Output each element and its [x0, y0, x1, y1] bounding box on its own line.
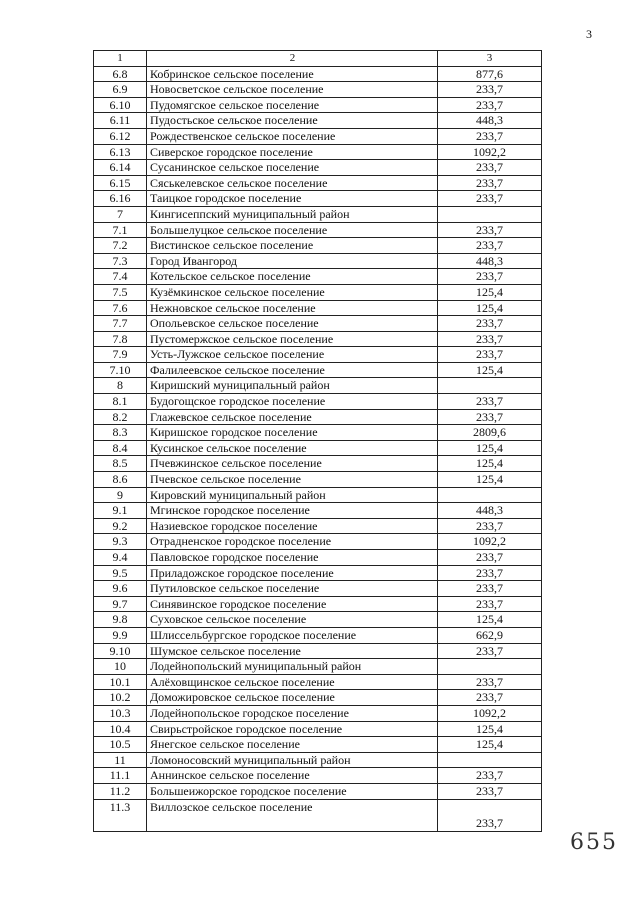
page-number: 3 — [586, 27, 592, 41]
row-value: 233,7 — [438, 331, 542, 347]
table-row — [94, 783, 542, 799]
row-value — [438, 206, 542, 222]
row-value: 1092,2 — [438, 144, 542, 160]
row-number: 8 — [94, 378, 147, 394]
row-value: 1092,2 — [438, 534, 542, 550]
row-value: 233,7 — [438, 238, 542, 254]
table-row — [94, 518, 542, 534]
table-row — [94, 82, 542, 98]
table-row — [94, 97, 542, 113]
row-name: Виллозское сельское поселение — [147, 799, 438, 831]
row-name: Киришское городское поселение — [147, 425, 438, 441]
row-value: 125,4 — [438, 721, 542, 737]
row-value: 233,7 — [438, 175, 542, 191]
table-row — [94, 643, 542, 659]
table-row — [94, 238, 542, 254]
row-number: 9.2 — [94, 518, 147, 534]
row-number: 11.2 — [94, 783, 147, 799]
row-value: 448,3 — [438, 113, 542, 129]
row-number: 7.3 — [94, 253, 147, 269]
table-row — [94, 565, 542, 581]
row-value: 233,7 — [438, 97, 542, 113]
row-name: Лодейнопольский муниципальный район — [147, 659, 438, 675]
row-name: Пустомержское сельское поселение — [147, 331, 438, 347]
row-name: Алёховщинское сельское поселение — [147, 674, 438, 690]
row-number: 9.5 — [94, 565, 147, 581]
row-name: Большелуцкое сельское поселение — [147, 222, 438, 238]
table-row — [94, 425, 542, 441]
table-row — [94, 128, 542, 144]
row-name: Кировский муниципальный район — [147, 487, 438, 503]
row-name: Пчевское сельское поселение — [147, 472, 438, 488]
row-number: 8.4 — [94, 440, 147, 456]
row-number: 10.3 — [94, 705, 147, 721]
row-name: Сяськелевское сельское поселение — [147, 175, 438, 191]
row-value — [438, 659, 542, 675]
row-number: 10.1 — [94, 674, 147, 690]
table-row — [94, 674, 542, 690]
table-row — [94, 66, 542, 82]
row-name: Новосветское сельское поселение — [147, 82, 438, 98]
table-row — [94, 737, 542, 753]
row-name: Доможировское сельское поселение — [147, 690, 438, 706]
row-name: Кобринское сельское поселение — [147, 66, 438, 82]
row-name: Кузёмкинское сельское поселение — [147, 284, 438, 300]
row-number: 8.2 — [94, 409, 147, 425]
row-number: 10.5 — [94, 737, 147, 753]
row-value: 125,4 — [438, 362, 542, 378]
row-number: 11.3 — [94, 799, 147, 831]
table-row — [94, 768, 542, 784]
row-name: Город Ивангород — [147, 253, 438, 269]
table-row — [94, 596, 542, 612]
row-name: Рождественское сельское поселение — [147, 128, 438, 144]
table-row — [94, 362, 542, 378]
row-name: Нежновское сельское поселение — [147, 300, 438, 316]
table-row — [94, 487, 542, 503]
table-row — [94, 378, 542, 394]
table-row — [94, 799, 542, 831]
row-value: 125,4 — [438, 300, 542, 316]
row-value: 233,7 — [438, 82, 542, 98]
row-name: Глажевское сельское поселение — [147, 409, 438, 425]
row-value: 125,4 — [438, 472, 542, 488]
row-name: Сиверское городское поселение — [147, 144, 438, 160]
row-number: 9.1 — [94, 503, 147, 519]
row-number: 9.6 — [94, 581, 147, 597]
row-number: 9.8 — [94, 612, 147, 628]
row-name: Приладожское городское поселение — [147, 565, 438, 581]
table-row — [94, 300, 542, 316]
row-name: Кусинское сельское поселение — [147, 440, 438, 456]
row-name: Сусанинское сельское поселение — [147, 160, 438, 176]
row-number: 6.8 — [94, 66, 147, 82]
row-number: 11.1 — [94, 768, 147, 784]
row-value: 448,3 — [438, 503, 542, 519]
table-header-row — [94, 51, 542, 67]
row-number: 6.9 — [94, 82, 147, 98]
row-number: 7.2 — [94, 238, 147, 254]
row-value: 125,4 — [438, 737, 542, 753]
row-number: 10.4 — [94, 721, 147, 737]
table-row — [94, 503, 542, 519]
row-name: Шумское сельское поселение — [147, 643, 438, 659]
row-value: 233,7 — [438, 347, 542, 363]
row-number: 6.15 — [94, 175, 147, 191]
header-col-2: 2 — [147, 51, 438, 67]
row-value: 233,7 — [438, 783, 542, 799]
row-number: 6.12 — [94, 128, 147, 144]
row-number: 7.4 — [94, 269, 147, 285]
table-row — [94, 347, 542, 363]
row-number: 6.16 — [94, 191, 147, 207]
row-number: 9.9 — [94, 627, 147, 643]
row-value: 233,7 — [438, 160, 542, 176]
table-row — [94, 690, 542, 706]
row-value: 233,7 — [438, 596, 542, 612]
row-name: Шлиссельбургское городское поселение — [147, 627, 438, 643]
row-value: 125,4 — [438, 612, 542, 628]
table-row — [94, 721, 542, 737]
row-name: Пудостьское сельское поселение — [147, 113, 438, 129]
row-name: Синявинское городское поселение — [147, 596, 438, 612]
row-number: 9.3 — [94, 534, 147, 550]
row-number: 10.2 — [94, 690, 147, 706]
row-number: 7.10 — [94, 362, 147, 378]
row-name: Опольевское сельское поселение — [147, 316, 438, 332]
table-row — [94, 144, 542, 160]
row-value: 233,7 — [438, 128, 542, 144]
row-number: 7.1 — [94, 222, 147, 238]
row-value: 233,7 — [438, 799, 542, 831]
row-name: Киришский муниципальный район — [147, 378, 438, 394]
row-name: Путиловское сельское поселение — [147, 581, 438, 597]
row-name: Суховское сельское поселение — [147, 612, 438, 628]
table-body — [94, 51, 542, 832]
row-value — [438, 378, 542, 394]
row-number: 8.1 — [94, 394, 147, 410]
row-number: 10 — [94, 659, 147, 675]
row-name: Большеижорское городское поселение — [147, 783, 438, 799]
row-value: 233,7 — [438, 674, 542, 690]
row-name: Фалилеевское сельское поселение — [147, 362, 438, 378]
row-number: 6.14 — [94, 160, 147, 176]
row-number: 9.7 — [94, 596, 147, 612]
row-name: Ломоносовский муниципальный район — [147, 752, 438, 768]
row-value: 125,4 — [438, 456, 542, 472]
table-row — [94, 284, 542, 300]
table-row — [94, 253, 542, 269]
row-number: 7.7 — [94, 316, 147, 332]
row-number: 6.11 — [94, 113, 147, 129]
row-value: 233,7 — [438, 768, 542, 784]
table-row — [94, 160, 542, 176]
row-value: 662,9 — [438, 627, 542, 643]
row-name: Пудомягское сельское поселение — [147, 97, 438, 113]
row-value: 233,7 — [438, 690, 542, 706]
table-row — [94, 222, 542, 238]
row-number: 7.5 — [94, 284, 147, 300]
row-value: 1092,2 — [438, 705, 542, 721]
row-name: Назиевское городское поселение — [147, 518, 438, 534]
row-value — [438, 752, 542, 768]
table-row — [94, 440, 542, 456]
row-value: 233,7 — [438, 565, 542, 581]
row-name: Мгинское городское поселение — [147, 503, 438, 519]
row-value: 877,6 — [438, 66, 542, 82]
table-row — [94, 705, 542, 721]
row-name: Усть-Лужское сельское поселение — [147, 347, 438, 363]
header-col-3: 3 — [438, 51, 542, 67]
row-number: 11 — [94, 752, 147, 768]
table-row — [94, 316, 542, 332]
row-value: 233,7 — [438, 316, 542, 332]
row-value: 233,7 — [438, 581, 542, 597]
row-number: 8.5 — [94, 456, 147, 472]
table-row — [94, 534, 542, 550]
row-name: Свирьстройское городское поселение — [147, 721, 438, 737]
header-col-1: 1 — [94, 51, 147, 67]
row-name: Котельское сельское поселение — [147, 269, 438, 285]
table-row — [94, 191, 542, 207]
row-name: Будогощское городское поселение — [147, 394, 438, 410]
table-row — [94, 331, 542, 347]
row-value: 233,7 — [438, 394, 542, 410]
row-value: 233,7 — [438, 550, 542, 566]
row-number: 8.6 — [94, 472, 147, 488]
row-name: Павловское городское поселение — [147, 550, 438, 566]
row-value: 233,7 — [438, 409, 542, 425]
row-name: Аннинское сельское поселение — [147, 768, 438, 784]
row-value: 233,7 — [438, 222, 542, 238]
row-value: 233,7 — [438, 643, 542, 659]
table-row — [94, 113, 542, 129]
row-name: Кингисеппский муниципальный район — [147, 206, 438, 222]
row-name: Отрадненское городское поселение — [147, 534, 438, 550]
table-row — [94, 612, 542, 628]
row-number: 7.9 — [94, 347, 147, 363]
row-number: 6.10 — [94, 97, 147, 113]
row-name: Янегское сельское поселение — [147, 737, 438, 753]
row-name: Лодейнопольское городское поселение — [147, 705, 438, 721]
row-number: 8.3 — [94, 425, 147, 441]
row-name: Таицкое городское поселение — [147, 191, 438, 207]
row-name: Вистинское сельское поселение — [147, 238, 438, 254]
row-number: 9.4 — [94, 550, 147, 566]
row-value: 233,7 — [438, 518, 542, 534]
table-row — [94, 206, 542, 222]
table-row — [94, 627, 542, 643]
row-number: 7.8 — [94, 331, 147, 347]
table-row — [94, 456, 542, 472]
table-row — [94, 269, 542, 285]
table-row — [94, 581, 542, 597]
table-row — [94, 550, 542, 566]
row-value: 125,4 — [438, 440, 542, 456]
row-value: 233,7 — [438, 269, 542, 285]
table-row — [94, 175, 542, 191]
row-value: 125,4 — [438, 284, 542, 300]
table-row — [94, 409, 542, 425]
row-value — [438, 487, 542, 503]
row-value: 448,3 — [438, 253, 542, 269]
table-row — [94, 752, 542, 768]
allocation-table — [93, 50, 542, 832]
table-row — [94, 472, 542, 488]
row-value: 233,7 — [438, 191, 542, 207]
row-value: 2809,6 — [438, 425, 542, 441]
row-number: 7.6 — [94, 300, 147, 316]
row-number: 9 — [94, 487, 147, 503]
table-row — [94, 394, 542, 410]
row-number: 7 — [94, 206, 147, 222]
table-row — [94, 659, 542, 675]
row-number: 6.13 — [94, 144, 147, 160]
row-name: Пчевжинское сельское поселение — [147, 456, 438, 472]
stamp-number: 655 — [570, 830, 618, 855]
row-number: 9.10 — [94, 643, 147, 659]
